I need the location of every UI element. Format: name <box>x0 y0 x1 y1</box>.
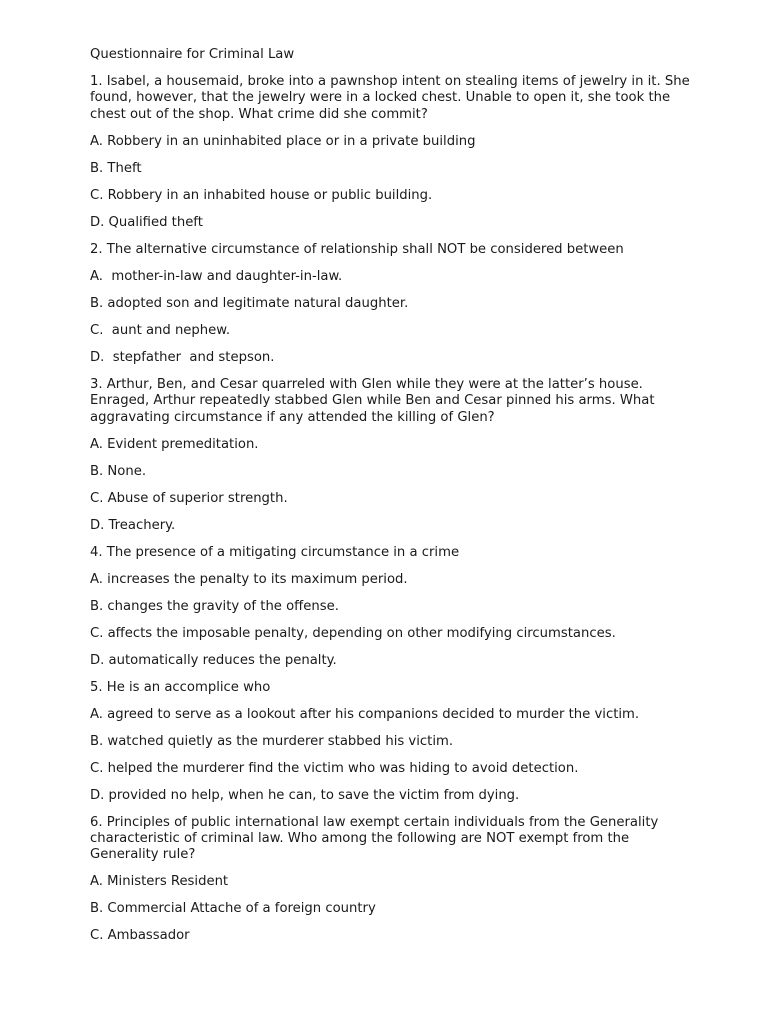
answer-option: B. Theft <box>90 160 142 176</box>
question-5 <box>90 680 690 804</box>
document-title: Questionnaire for Criminal Law <box>90 47 295 62</box>
answer-option: D. automatically reduces the penalty. <box>90 652 337 668</box>
question-3 <box>90 377 690 534</box>
question-stem: 6. Principles of public international law exempt certain individuals from the Generality characteristic of criminal law. Who among the following are NOT exempt from the Generality rule? <box>90 814 663 863</box>
answer-option: A. increases the penalty to its maximum period. <box>90 571 408 587</box>
answer-option: A. Robbery in an uninhabited place or in a private building <box>90 133 476 149</box>
question-stem: 5. He is an accomplice who <box>90 679 271 695</box>
answer-option: D. provided no help, when he can, to save the victim from dying. <box>90 787 520 803</box>
answer-option: B. Commercial Attache of a foreign country <box>90 901 376 917</box>
question-stem: 3. Arthur, Ben, and Cesar quarreled with Glen while they were at the latter’s house. Enraged, Arthur repeatedly stabbed Glen while Ben and Cesar pinned his arms. What aggravating circumstance if any attended the killing of Glen? <box>90 376 659 425</box>
answer-option: D. Qualified theft <box>90 214 203 230</box>
answer-option: D. stepfather and stepson. <box>90 349 275 365</box>
answer-option: B. watched quietly as the murderer stabbed his victim. <box>90 733 454 749</box>
answer-option: C. affects the imposable penalty, depending on other modifying circumstances. <box>90 625 616 641</box>
answer-option: A. Ministers Resident <box>90 874 229 890</box>
answer-option: C. Robbery in an inhabited house or public building. <box>90 187 433 203</box>
question-stem: 2. The alternative circumstance of relationship shall NOT be considered between <box>90 241 624 257</box>
answer-option: B. changes the gravity of the offense. <box>90 598 339 614</box>
answer-option: B. None. <box>90 463 147 479</box>
answer-option: C. Abuse of superior strength. <box>90 490 288 506</box>
question-stem: 1. Isabel, a housemaid, broke into a pawnshop intent on stealing items of jewelry in it. She found, however, that the jewelry were in a locked chest. Unable to open it, she took the chest out of the shop. What crime did she commit? <box>90 74 694 122</box>
answer-option: A. mother-in-law and daughter-in-law. <box>90 268 343 284</box>
question-stem: 4. The presence of a mitigating circumstance in a crime <box>90 544 460 560</box>
answer-option: A. Evident premeditation. <box>90 436 259 452</box>
question-2 <box>90 242 690 366</box>
question-6 <box>90 815 690 945</box>
document-page <box>90 47 694 955</box>
answer-option: D. Treachery. <box>90 517 176 533</box>
question-4 <box>90 545 690 669</box>
answer-option: C. aunt and nephew. <box>90 322 231 338</box>
answer-option: A. agreed to serve as a lookout after his companions decided to murder the victim. <box>90 706 640 722</box>
question-1 <box>90 74 694 231</box>
answer-option: C. helped the murderer find the victim who was hiding to avoid detection. <box>90 760 579 776</box>
answer-option: B. adopted son and legitimate natural daughter. <box>90 295 409 311</box>
answer-option: C. Ambassador <box>90 928 190 944</box>
